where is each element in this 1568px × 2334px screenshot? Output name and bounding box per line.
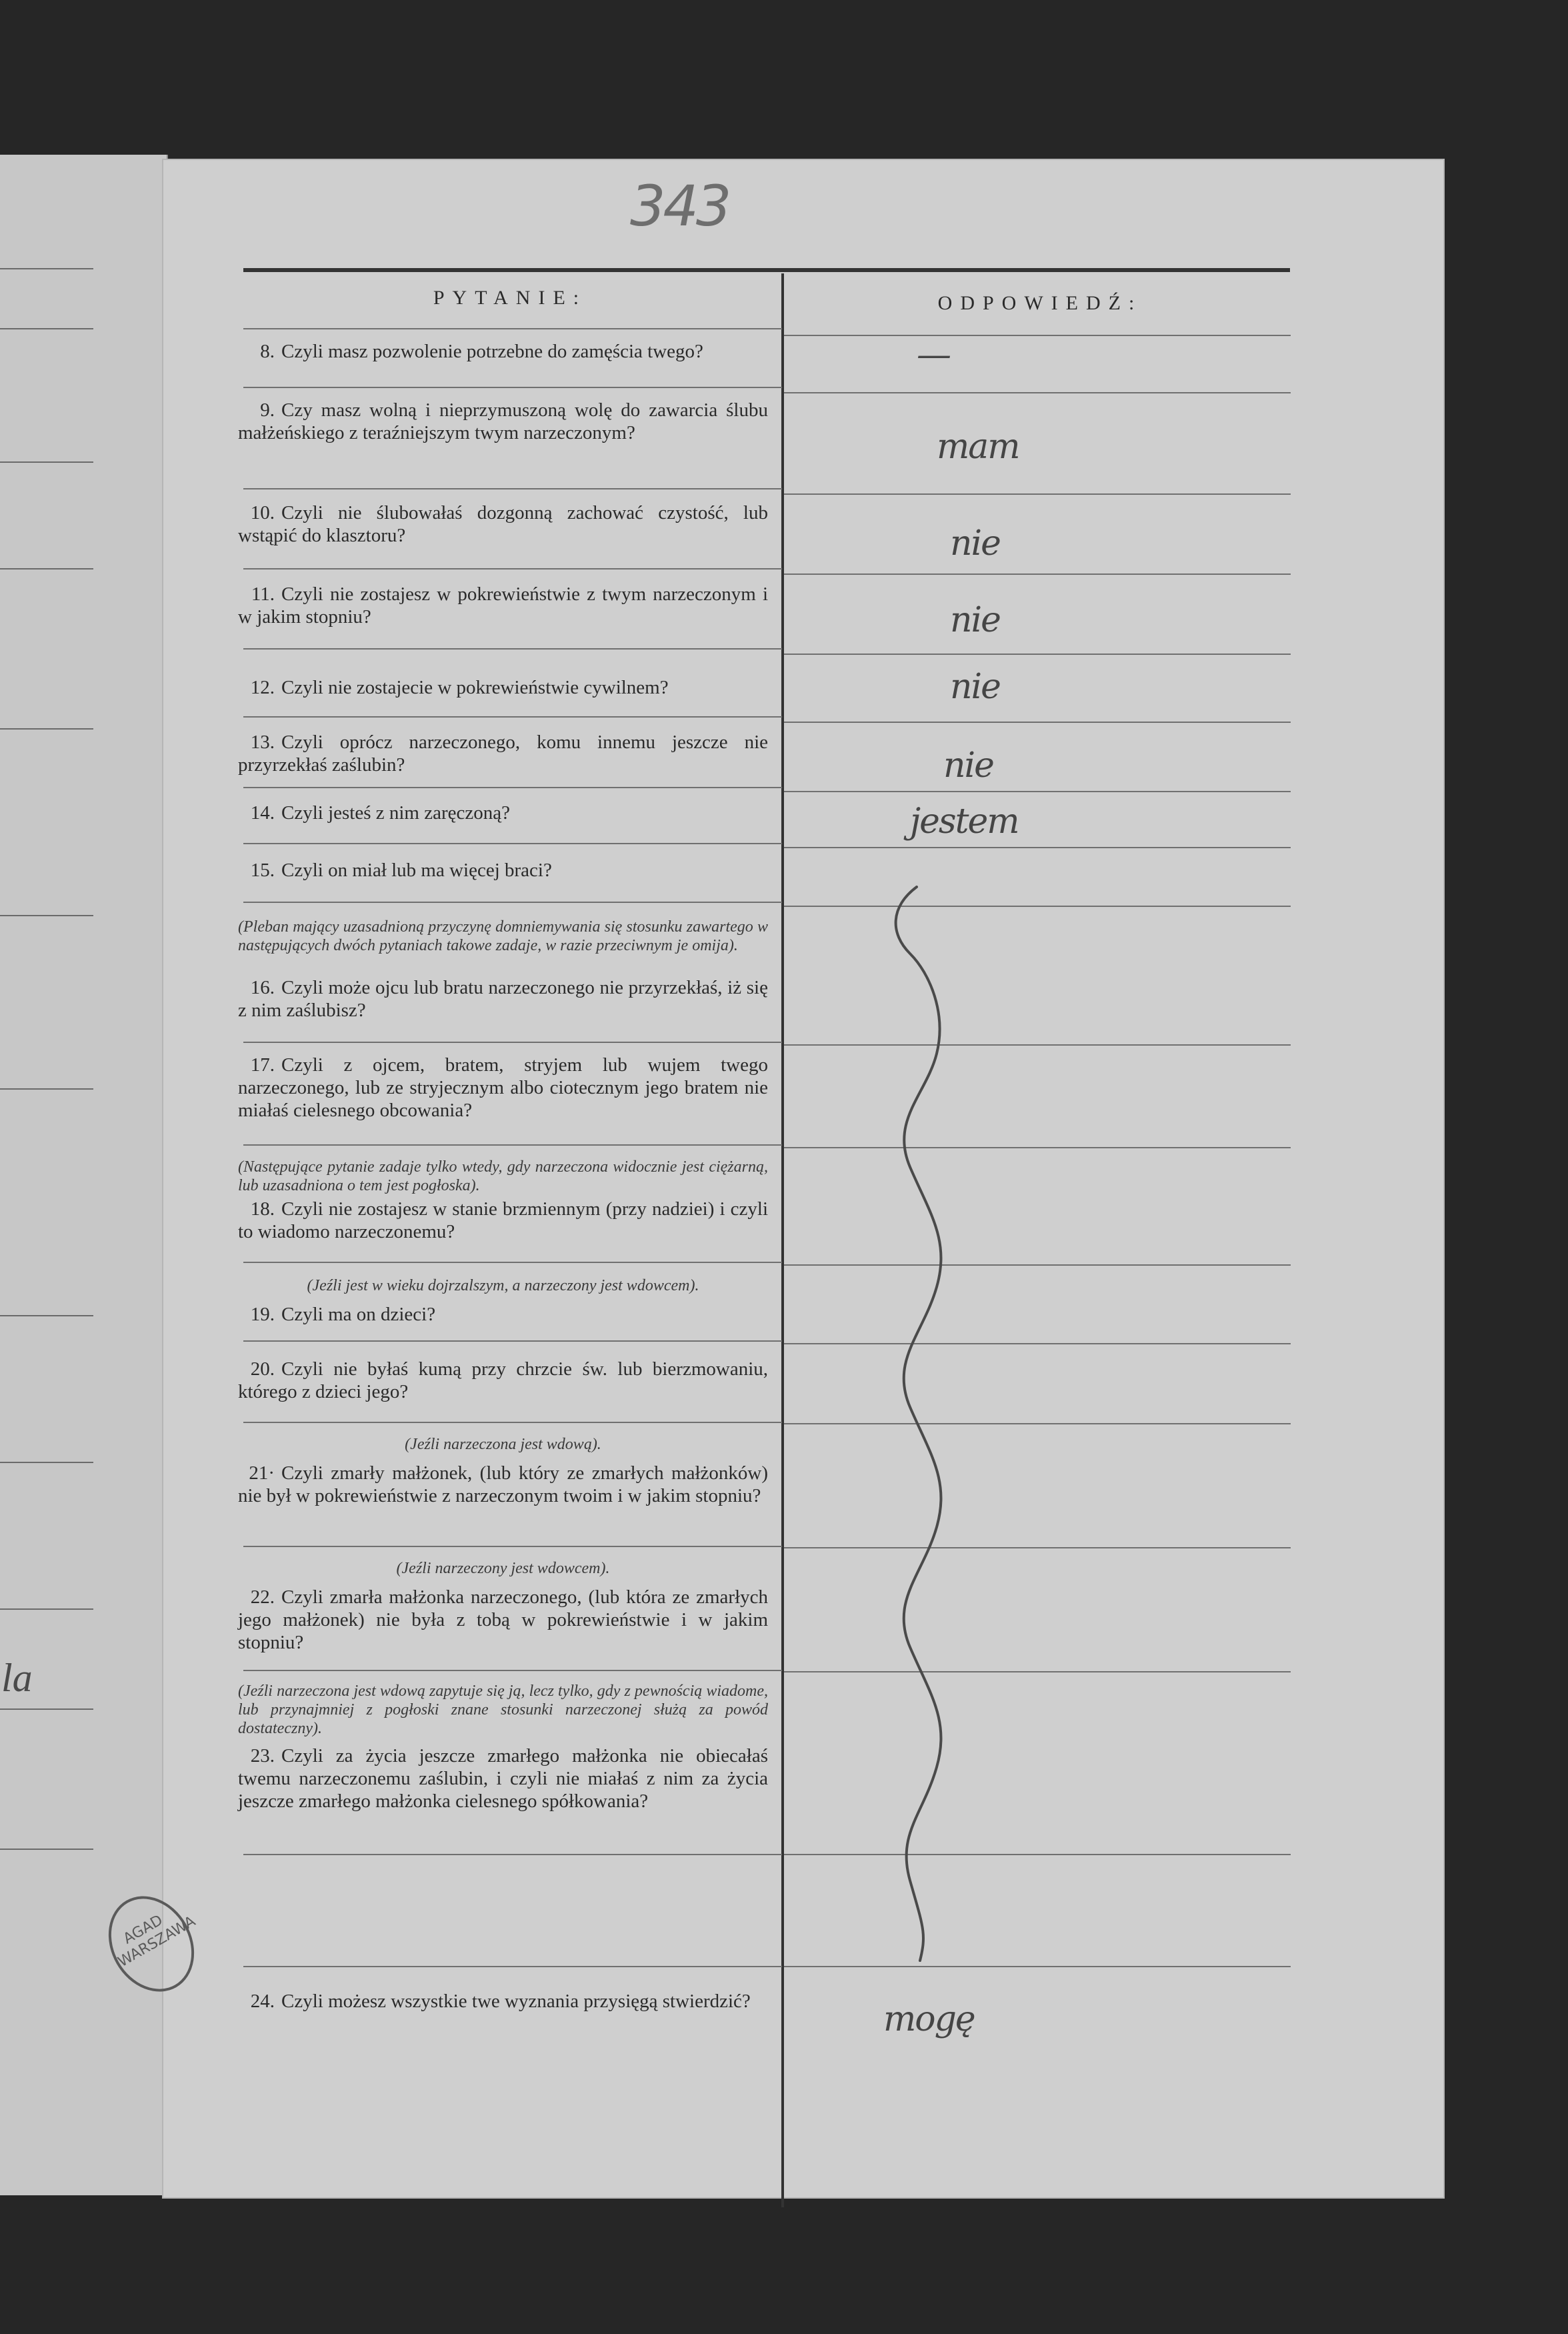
question-16	[238, 976, 768, 1022]
question-number: 9.	[260, 399, 275, 421]
question-text: Czyli może ojcu lub bratu narzeczonego nie przyrzekłaś, iż się z nim zaślubisz?	[238, 977, 768, 1021]
row-line	[784, 722, 1291, 723]
question-text: Czyli nie zostajecie w pokrewieństwie cywilnem?	[281, 677, 669, 698]
row-line	[784, 493, 1291, 495]
question-number: 8.	[260, 341, 275, 362]
row-line	[243, 328, 782, 329]
question-text: Czyli ma on dzieci?	[281, 1304, 436, 1325]
instruction-note: (Następujące pytanie zadaje tylko wtedy, gdy narzeczona widocznie jest ciężarną, lub uzasadniona o tem jest pogłoska).	[238, 1158, 768, 1194]
left-rule	[0, 1315, 93, 1316]
question-text: Czyli zmarła małżonka narzeczonego, (lub która ze zmarłych jego małżonek) nie była z tobą w pokrewieństwie i w jakim stopniu?	[238, 1586, 768, 1653]
left-rule	[0, 728, 93, 730]
column-divider	[781, 273, 784, 2207]
instruction-note: (Jeźli narzeczony jest wdowcem).	[396, 1560, 610, 1577]
instruction-note: (Pleban mający uzasadnioną przyczynę domniemywania się stosunku zawartego w następujących dwóch pytaniach takowe zadaje, w razie przeciwnym je omija).	[238, 918, 768, 954]
left-rule	[0, 1462, 93, 1463]
question-10	[238, 501, 768, 547]
row-line	[243, 1340, 782, 1342]
header-rule	[243, 268, 1290, 272]
row-line	[784, 1854, 1291, 1855]
question-number: 18.	[250, 1198, 275, 1220]
row-line	[243, 1670, 782, 1671]
question-text: Czyli zmarły małżonek, (lub który ze zmarłych małżonków) nie był w pokrewieństwie z narzeczonym twoim i w jakim stopniu?	[238, 1462, 768, 1506]
row-line	[243, 1966, 782, 1967]
row-line	[243, 716, 782, 718]
row-line	[243, 648, 782, 650]
row-line	[784, 1423, 1291, 1424]
row-line	[243, 787, 782, 788]
row-line	[784, 392, 1291, 393]
answer-8: —	[917, 335, 950, 375]
left-rule	[0, 1088, 93, 1090]
answer-11: nie	[950, 600, 1000, 640]
row-line	[243, 1042, 782, 1043]
row-line	[243, 568, 782, 569]
row-line	[784, 335, 1291, 336]
answer-9: mam	[937, 427, 1019, 467]
question-number: 13.	[250, 732, 275, 753]
left-rule	[0, 1608, 93, 1610]
question-18	[238, 1198, 768, 1243]
instruction-note: (Jeźli jest w wieku dojrzalszym, a narzeczony jest wdowcem).	[307, 1277, 699, 1294]
answer-14: jestem	[910, 802, 1019, 842]
question-24	[238, 1990, 758, 2013]
row-line	[784, 791, 1291, 792]
row-line	[243, 902, 782, 903]
left-rule	[0, 915, 93, 916]
row-line	[243, 1546, 782, 1547]
row-line	[784, 906, 1291, 907]
question-text: Czyli masz pozwolenie potrzebne do zamęścia twego?	[281, 341, 703, 362]
question-text: Czyli nie zostajesz w stanie brzmiennym (przy nadziei) i czyli to wiadomo narzeczonemu?	[238, 1198, 768, 1242]
question-20	[238, 1358, 768, 1403]
left-page-handwriting: la	[1, 1656, 33, 1700]
left-rule	[0, 1849, 93, 1850]
row-line	[784, 1264, 1291, 1266]
row-line	[784, 1044, 1291, 1046]
left-rule	[0, 268, 93, 269]
question-number: 15.	[250, 860, 275, 881]
row-line	[784, 847, 1291, 848]
question-text: Czy masz wolną i nieprzymuszoną wolę do zawarcia ślubu małżeńskiego z teraźniejszym twym narzeczonym?	[238, 399, 768, 443]
left-rule	[0, 461, 93, 463]
row-line	[243, 1262, 782, 1263]
row-line	[243, 1854, 782, 1855]
wavy-dash-line	[883, 880, 977, 1974]
question-number: 12.	[250, 677, 275, 698]
row-line	[243, 1144, 782, 1146]
question-number: 21·	[249, 1462, 275, 1484]
question-number: 23.	[250, 1745, 275, 1767]
question-9	[238, 399, 768, 444]
answer-24: mogę	[883, 1999, 975, 2039]
question-19	[238, 1303, 768, 1326]
question-number: 11.	[251, 584, 275, 605]
question-8	[238, 340, 768, 363]
question-number: 22.	[250, 1586, 275, 1608]
row-line	[784, 1671, 1291, 1672]
question-number: 10.	[250, 502, 275, 523]
left-rule	[0, 568, 93, 569]
question-number: 17.	[250, 1054, 275, 1076]
header-question: PYTANIE:	[433, 287, 587, 309]
archive-stamp: AGAD WARSZAWA	[92, 1881, 211, 2007]
row-line	[243, 387, 782, 388]
left-rule	[0, 1708, 93, 1710]
question-text: Czyli z ojcem, bratem, stryjem lub wujem twego narzeczonego, lub ze stryjecznym albo ciotecznym jego bratem nie miałaś cielesnego obcowania?	[238, 1054, 768, 1121]
question-17	[238, 1054, 768, 1122]
question-13	[238, 731, 768, 776]
question-text: Czyli za życia jeszcze zmarłego małżonka nie obiecałaś twemu narzeczonemu zaślubin, i czyli nie miałaś z nim za życia jeszcze zmarłego małżonka cielesnego spółkowania?	[238, 1745, 768, 1812]
question-14	[238, 802, 768, 824]
question-text: Czyli jesteś z nim zaręczoną?	[281, 802, 511, 824]
question-number: 19.	[250, 1304, 275, 1325]
folio-number: 343	[630, 173, 729, 239]
left-page-edge	[0, 155, 168, 2195]
question-number: 14.	[250, 802, 275, 824]
question-11	[238, 583, 768, 628]
answer-13: nie	[943, 746, 993, 786]
row-line	[243, 843, 782, 844]
left-rule	[0, 328, 93, 329]
question-text: Czyli on miał lub ma więcej braci?	[281, 860, 552, 881]
question-22	[238, 1586, 768, 1654]
row-line	[784, 1966, 1291, 1967]
row-line	[784, 654, 1291, 655]
question-number: 16.	[250, 977, 275, 998]
header-answer: ODPOWIEDŹ:	[937, 292, 1143, 314]
question-23	[238, 1744, 768, 1813]
question-21	[238, 1462, 768, 1507]
row-line	[784, 573, 1291, 575]
instruction-note: (Jeźli narzeczona jest wdową zapytuje się ją, lecz tylko, gdy z pewnością wiadome, lub przynajmniej z pogłoski znane stosunki narzeczonej służą za powód dostateczny).	[238, 1682, 768, 1737]
instruction-note: (Jeźli narzeczona jest wdową).	[405, 1436, 601, 1453]
answer-12: nie	[950, 667, 1000, 707]
row-line	[243, 1422, 782, 1423]
row-line	[243, 488, 782, 489]
question-15	[238, 859, 768, 882]
question-12	[238, 676, 768, 699]
row-line	[784, 1147, 1291, 1148]
question-number: 20.	[250, 1358, 275, 1380]
question-text: Czyli możesz wszystkie twe wyznania przysięgą stwierdzić?	[281, 1991, 751, 2012]
question-text: Czyli nie ślubowałaś dozgonną zachować czystość, lub wstąpić do klasztoru?	[238, 502, 768, 546]
form-page	[115, 160, 1443, 2197]
question-number: 24.	[250, 1991, 275, 2012]
row-line	[784, 1547, 1291, 1548]
answer-10: nie	[950, 523, 1000, 563]
row-line	[784, 1343, 1291, 1344]
question-text: Czyli oprócz narzeczonego, komu innemu jeszcze nie przyrzekłaś zaślubin?	[238, 732, 768, 776]
question-text: Czyli nie zostajesz w pokrewieństwie z twym narzeczonym i w jakim stopniu?	[238, 584, 768, 628]
question-text: Czyli nie byłaś kumą przy chrzcie św. lub bierzmowaniu, którego z dzieci jego?	[238, 1358, 768, 1402]
